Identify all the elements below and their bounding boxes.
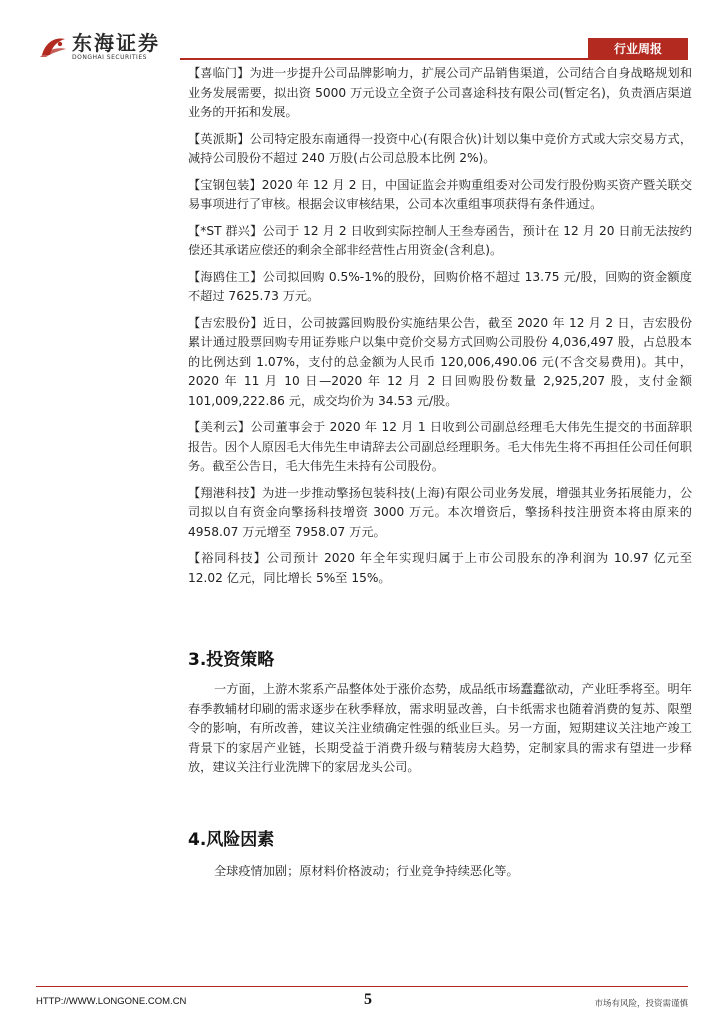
- footer-divider: [36, 986, 688, 987]
- announcement-item: [188, 222, 692, 261]
- announcement-item: [188, 549, 692, 588]
- company-name: 【宝钢包装】: [188, 177, 262, 192]
- risk-body: 全球疫情加剧；原材料价格波动；行业竞争持续恶化等。: [214, 864, 519, 878]
- announcement-text: 为进一步提升公司品牌影响力，扩展公司产品销售渠道，公司结合自身战略规划和业务发展需要，拟出资 5000 万元设立全资子公司喜途科技有限公司(暂定名)，负责酒店渠道业务的开拓和发展。: [188, 66, 693, 119]
- logo-icon: [38, 35, 68, 59]
- announcement-text: 公司特定股东南通得一投资中心(有限合伙)计划以集中竞价方式或大宗交易方式，减持公司股份不超过 240 万股(占公司总股本比例 2%)。: [188, 131, 693, 165]
- announcement-item: [188, 484, 692, 543]
- announcement-text: 为进一步推动擎扬包装科技(上海)有限公司业务发展，增强其业务拓展能力，公司拟以自有资金向擎扬科技增资 3000 万元。本次增资后，擎扬科技注册资本将由原来的 4958.07 万元增至 7958.07 万元。: [188, 485, 693, 539]
- announcement-text: 近日，公司披露回购股份实施结果公告，截至 2020 年 12 月 2 日，吉宏股份累计通过股票回购专用证券账户以集中竞价交易方式回购公司股份 4,036,497 股，占总股本的比例达到 1.07%，支付的总金额为人民币 120,006,490.06 元(不含交易费用)。其中，2020 年 11 月 10 日—2020 年 12 月 2 日回购股份数量 2,925,207 股，支付金额 101,009,222.86 元，成交均价为 34.53 元/股。: [188, 315, 693, 408]
- logo-en: DONGHAI SECURITIES: [72, 54, 147, 61]
- announcement-item: [188, 130, 692, 169]
- company-name: 【翔港科技】: [188, 485, 263, 500]
- company-name: 【*ST 群兴】: [188, 223, 263, 238]
- announcement-text: 公司预计 2020 年全年实现归属于上市公司股东的净利润为 10.97 亿元至 12.02 亿元，同比增长 5%至 15%。: [188, 551, 693, 585]
- logo-cn: 东海证券: [72, 31, 160, 55]
- announcement-item: [188, 314, 692, 412]
- report-type-badge: 行业周报: [588, 38, 688, 60]
- announcement-text: 公司拟回购 0.5%-1%的股份，回购价格不超过 13.75 元/股，回购的资金额度不超过 7625.73 万元。: [188, 269, 692, 303]
- announcement-item: [188, 176, 692, 215]
- page-footer: [0, 986, 724, 1016]
- page-header: [0, 0, 724, 64]
- footer-url: HTTP://WWW.LONGONE.COM.CN: [36, 996, 187, 1007]
- announcement-item: [188, 418, 692, 477]
- section-title-risk: 4.风险因素: [188, 830, 275, 850]
- company-name: 【美利云】: [188, 420, 251, 434]
- announcement-item: [188, 268, 692, 307]
- announcement-item: [188, 64, 692, 123]
- announcement-text: 公司于 12 月 2 日收到实际控制人王叁寿函告，预计在 12 月 20 日前无法按约偿还其承诺应偿还的剩余全部非经营性占用资金(含利息)。: [188, 223, 692, 257]
- company-name: 【海鸥住工】: [188, 269, 263, 284]
- company-name: 【英派斯】: [188, 131, 250, 146]
- company-name: 【裕同科技】: [188, 551, 267, 565]
- strategy-body: 一方面，上游木浆系产品整体处于涨价态势，成品纸市场蠢蠢欲动，产业旺季将至。明年春季教辅材印刷的需求逐步在秋季释放，需求明显改善，白卡纸需求也随着消费的复苏、限塑令的影响，有所改善，建议关注业绩确定性强的纸业巨头。另一方面，短期建议关注地产竣工背景下的家居产业链，长期受益于消费升级与精装房大趋势，定制家具的需求有望进一步释放，建议关注行业洗牌下的家居龙头公司。: [188, 682, 692, 774]
- company-name: 【吉宏股份】: [188, 315, 263, 330]
- company-logo: [38, 32, 160, 62]
- company-name: 【喜临门】: [188, 66, 250, 80]
- risk-disclaimer: 市场有风险，投资需谨慎: [594, 999, 688, 1009]
- section-title-strategy: 3.投资策略: [188, 650, 275, 670]
- announcement-text: 2020 年 12 月 2 日，中国证监会并购重组委对公司发行股份购买资产暨关联交易事项进行了审核。根据会议审核结果，公司本次重组事项获得有条件通过。: [188, 177, 693, 211]
- announcement-text: 公司董事会于 2020 年 12 月 1 日收到公司副总经理毛大伟先生提交的书面辞职报告。因个人原因毛大伟先生申请辞去公司副总经理职务。毛大伟先生将不再担任公司任何职务。截至公告日，毛大伟先生未持有公司股份。: [188, 420, 693, 473]
- announcement-list: [188, 64, 692, 595]
- page-number: 5: [364, 991, 372, 1008]
